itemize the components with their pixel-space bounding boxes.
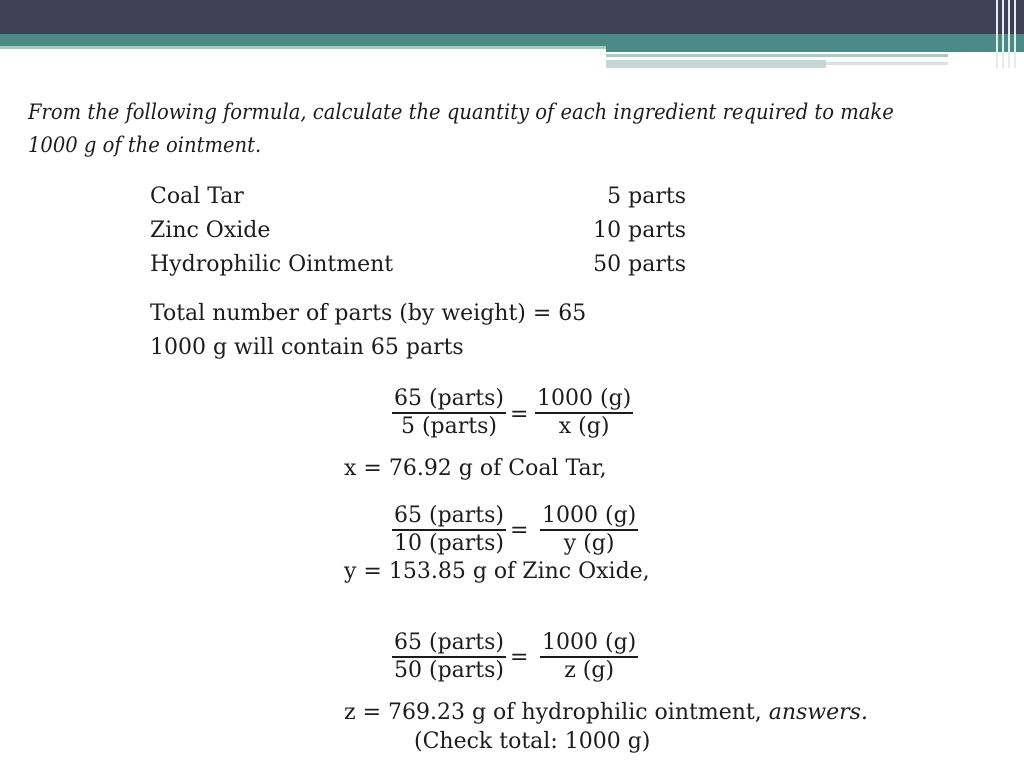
fraction-left [392, 386, 506, 440]
fraction-right [535, 386, 633, 440]
numerator: 1000 (g) [535, 386, 633, 414]
result-coal-tar: x = 76.92 g of Coal Tar, [344, 456, 607, 481]
header-dark-band [0, 0, 1024, 34]
numerator: 1000 (g) [540, 503, 638, 531]
denominator: 5 (parts) [400, 414, 497, 439]
denominator: y (g) [563, 531, 615, 556]
problem-statement: From the following formula, calculate the quantity of each ingredient required to make 1000 g of the ointment. [28, 100, 894, 157]
fraction-left [392, 630, 506, 684]
ingredient-parts: 5 parts [607, 184, 686, 209]
header-accent-bar [606, 60, 826, 68]
ingredient-name: Coal Tar [150, 184, 244, 209]
answers-label: answers. [768, 700, 868, 725]
ingredient-name: Zinc Oxide [150, 218, 271, 243]
ingredient-name: Hydrophilic Ointment [150, 252, 394, 277]
result-hydrophilic-ointment [344, 700, 868, 726]
fraction-right [540, 503, 638, 557]
total-parts-line: Total number of parts (by weight) = 65 [150, 301, 587, 326]
header-accent-line [0, 46, 606, 49]
header-accent-bar [606, 54, 948, 57]
numerator: 65 (parts) [392, 630, 506, 658]
numerator: 1000 (g) [540, 630, 638, 658]
denominator: 10 (parts) [394, 531, 504, 556]
equals-sign: = [510, 645, 529, 670]
check-total: (Check total: 1000 g) [414, 729, 651, 754]
header-accent-bar [826, 62, 948, 65]
result-text: z = 769.23 g of hydrophilic ointment, [344, 700, 762, 725]
denominator: 50 (parts) [394, 658, 504, 683]
ingredient-parts: 10 parts [593, 218, 686, 243]
header-teal-band [0, 34, 1024, 46]
ingredient-parts: 50 parts [593, 252, 686, 277]
equals-sign: = [510, 402, 529, 427]
denominator: z (g) [564, 658, 615, 683]
header-accent-bar [606, 46, 1024, 52]
numerator: 65 (parts) [392, 386, 506, 414]
equals-sign: = [510, 518, 529, 543]
fraction-right [540, 630, 638, 684]
header-stripes [992, 0, 1024, 68]
result-zinc-oxide: y = 153.85 g of Zinc Oxide, [344, 559, 650, 584]
denominator: x (g) [558, 414, 610, 439]
fraction-left [392, 503, 506, 557]
total-content-line: 1000 g will contain 65 parts [150, 335, 464, 360]
numerator: 65 (parts) [392, 503, 506, 531]
